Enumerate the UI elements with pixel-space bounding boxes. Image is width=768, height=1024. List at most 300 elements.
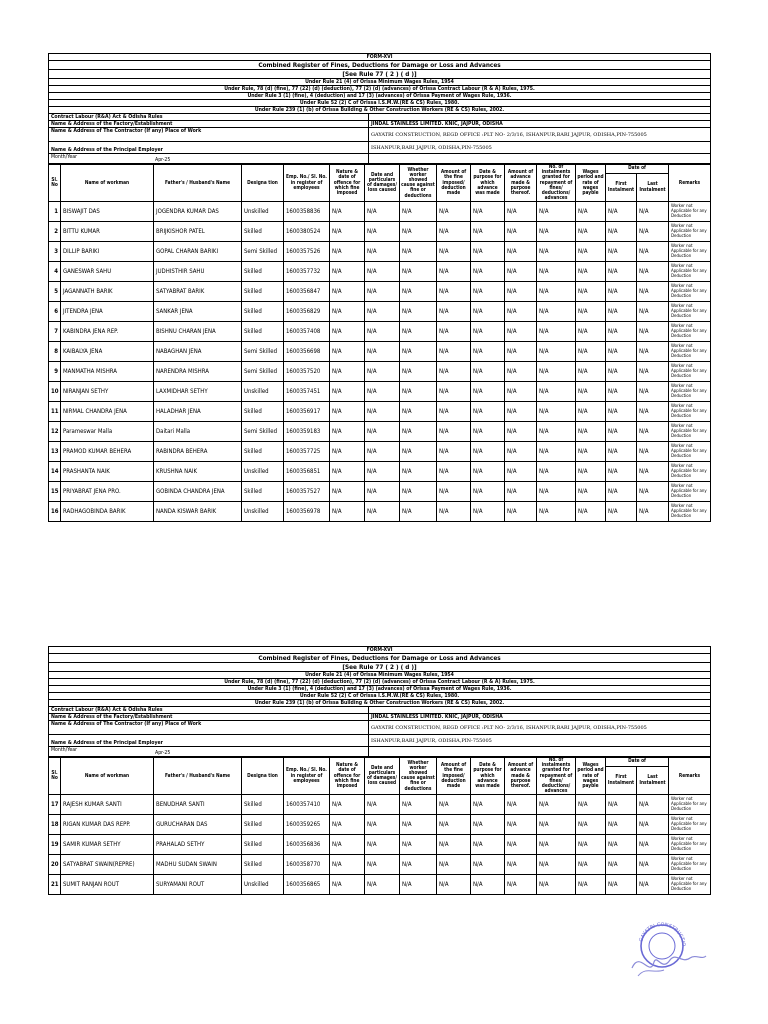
col-amount-fine: Amount of the fine imposed/ deduction made	[437, 165, 471, 202]
cell-designation: Skilled	[242, 222, 284, 242]
cell-name: DILLIP BARIKI	[61, 242, 154, 262]
cell-nature: N/A	[330, 222, 365, 242]
cell-particulars: N/A	[365, 462, 400, 482]
table-row	[49, 482, 711, 502]
rule-line: Under Rule 52 (2) C of Orissa I.S.M.W.(RE & CS) Rules, 1980.	[49, 693, 711, 700]
cell-sl: 11	[49, 402, 61, 422]
cell-first-installment: N/A	[606, 462, 637, 482]
cell-amount-fine: N/A	[437, 795, 471, 815]
cell-amount-fine: N/A	[437, 835, 471, 855]
cell-last-installment: N/A	[637, 795, 669, 815]
cell-father: GOBINDA CHANDRA JENA	[154, 482, 242, 502]
cell-wages-period: N/A	[576, 402, 606, 422]
cell-emp-no: 1600357451	[284, 382, 330, 402]
cell-date-advance: N/A	[471, 222, 505, 242]
cell-wages-period: N/A	[576, 302, 606, 322]
cell-designation: Skilled	[242, 442, 284, 462]
cell-date-advance: N/A	[471, 302, 505, 322]
cell-installments: N/A	[537, 815, 576, 835]
cell-last-installment: N/A	[637, 282, 669, 302]
cell-name: JAGANNATH BARIK	[61, 282, 154, 302]
cell-designation: Skilled	[242, 795, 284, 815]
cell-date-advance: N/A	[471, 402, 505, 422]
cell-father: NANDA KISWAR BARIK	[154, 502, 242, 522]
cell-date-advance: N/A	[471, 422, 505, 442]
cell-sl: 8	[49, 342, 61, 362]
cell-sl: 3	[49, 242, 61, 262]
cell-name: KABINDRA JENA REP.	[61, 322, 154, 342]
rule-line: Under Rule 3 (1) (fine), 4 (deduction) and 17 (3) (advances) of Orissa Payment of Wages Rule, 1936.	[49, 686, 711, 693]
cell-designation: Skilled	[242, 282, 284, 302]
cell-sl: 14	[49, 462, 61, 482]
rule-reference: [See Rule 77 ( 2 ) ( d )]	[49, 70, 711, 79]
cell-nature: N/A	[330, 202, 365, 222]
col-showed-cause: Whether worker showed cause against fine or deductions	[400, 165, 437, 202]
cell-nature: N/A	[330, 855, 365, 875]
contractor-label: Name & Address of The Contractor (If any) Place of Work	[49, 128, 369, 142]
cell-father: JUDHISTHIR SAHU	[154, 262, 242, 282]
cell-designation: Unskilled	[242, 382, 284, 402]
cell-first-installment: N/A	[606, 875, 637, 895]
cell-name: SAMIR KUMAR SETHY	[61, 835, 154, 855]
cell-first-installment: N/A	[606, 402, 637, 422]
table-row	[49, 242, 711, 262]
cell-particulars: N/A	[365, 502, 400, 522]
cell-wages-period: N/A	[576, 422, 606, 442]
col-first-installment: First Instalment	[606, 173, 637, 202]
cell-father: Daitari Malla	[154, 422, 242, 442]
col-date-of: Date of	[606, 165, 669, 174]
cell-nature: N/A	[330, 462, 365, 482]
col-emp-no: Emp. No./ Sl. No. in register of employees	[284, 165, 330, 202]
cell-emp-no: 1600356865	[284, 875, 330, 895]
cell-father: BRIJKISHOR PATEL	[154, 222, 242, 242]
cell-last-installment: N/A	[637, 342, 669, 362]
cell-nature: N/A	[330, 282, 365, 302]
cell-nature: N/A	[330, 482, 365, 502]
col-wages-period: Wages period and rate of wages payble	[576, 758, 606, 795]
col-father: Father's / Husband's Name	[154, 165, 242, 202]
place-value: ISHANPUR,BARI JAJPUR, ODISHA,PIN-755005	[369, 142, 711, 154]
cell-amount-advance: N/A	[505, 442, 537, 462]
cell-remarks: Worker not Applicable for any Deduction	[669, 402, 711, 422]
cell-amount-advance: N/A	[505, 482, 537, 502]
cell-last-installment: N/A	[637, 402, 669, 422]
cell-amount-advance: N/A	[505, 362, 537, 382]
cell-designation: Skilled	[242, 835, 284, 855]
col-first-installment: First Instalment	[606, 766, 637, 795]
cell-last-installment: N/A	[637, 422, 669, 442]
cell-amount-advance: N/A	[505, 815, 537, 835]
cell-wages-period: N/A	[576, 482, 606, 502]
cell-date-advance: N/A	[471, 462, 505, 482]
cell-father: SURYAMANI ROUT	[154, 875, 242, 895]
table-row	[49, 222, 711, 242]
cell-particulars: N/A	[365, 342, 400, 362]
cell-amount-advance: N/A	[505, 382, 537, 402]
cell-particulars: N/A	[365, 362, 400, 382]
cell-name: Parameswar Malla	[61, 422, 154, 442]
cell-date-advance: N/A	[471, 442, 505, 462]
cell-installments: N/A	[537, 855, 576, 875]
cell-last-installment: N/A	[637, 875, 669, 895]
cell-installments: N/A	[537, 442, 576, 462]
cell-first-installment: N/A	[606, 382, 637, 402]
cell-installments: N/A	[537, 502, 576, 522]
table-row	[49, 262, 711, 282]
month-label: Month/Year	[51, 747, 78, 753]
cell-amount-fine: N/A	[437, 402, 471, 422]
cell-showed-cause: N/A	[400, 875, 437, 895]
col-amount-advance: Amount of advance made & purpose thereof.	[505, 758, 537, 795]
cell-name: GANESWAR SAHU	[61, 262, 154, 282]
col-last-installment: Last Instalment	[637, 173, 669, 202]
cell-emp-no: 1600358770	[284, 855, 330, 875]
col-amount-advance: Amount of advance made & purpose thereof.	[505, 165, 537, 202]
cell-emp-no: 1600357526	[284, 242, 330, 262]
cell-name: NIRANJAN SETHY	[61, 382, 154, 402]
cell-first-installment: N/A	[606, 422, 637, 442]
cell-name: NIRMAL CHANDRA JENA	[61, 402, 154, 422]
form-number: FORM-XVI	[49, 54, 711, 61]
cell-wages-period: N/A	[576, 502, 606, 522]
cell-installments: N/A	[537, 462, 576, 482]
cell-wages-period: N/A	[576, 795, 606, 815]
cell-date-advance: N/A	[471, 835, 505, 855]
cell-father: KRUSHNA NAIK	[154, 462, 242, 482]
cell-remarks: Worker not Applicable for any Deduction	[669, 875, 711, 895]
cell-wages-period: N/A	[576, 462, 606, 482]
cell-date-advance: N/A	[471, 855, 505, 875]
cell-wages-period: N/A	[576, 322, 606, 342]
table-row	[49, 302, 711, 322]
cell-first-installment: N/A	[606, 202, 637, 222]
cell-amount-advance: N/A	[505, 242, 537, 262]
col-date-advance: Date & purpose for which advance was made	[471, 165, 505, 202]
cell-wages-period: N/A	[576, 875, 606, 895]
factory-label: Name & Address of the Factory/Establishment	[49, 121, 369, 128]
cell-installments: N/A	[537, 382, 576, 402]
cell-father: GURUCHARAN DAS	[154, 815, 242, 835]
cell-first-installment: N/A	[606, 342, 637, 362]
table-row	[49, 422, 711, 442]
cell-designation: Unskilled	[242, 462, 284, 482]
cell-remarks: Worker not Applicable for any Deduction	[669, 202, 711, 222]
col-sl: Sl. No	[49, 758, 61, 795]
cell-amount-advance: N/A	[505, 402, 537, 422]
cell-date-advance: N/A	[471, 342, 505, 362]
cell-father: NABAGHAN JENA	[154, 342, 242, 362]
cell-father: BENUDHAR SANTI	[154, 795, 242, 815]
table-row	[49, 795, 711, 815]
col-name: Name of workman	[61, 758, 154, 795]
cell-emp-no: 1600356698	[284, 342, 330, 362]
cell-showed-cause: N/A	[400, 322, 437, 342]
cell-date-advance: N/A	[471, 815, 505, 835]
cell-sl: 16	[49, 502, 61, 522]
table-row	[49, 502, 711, 522]
cell-sl: 4	[49, 262, 61, 282]
form-title: Combined Register of Fines, Deductions for Damage or Loss and Advances	[49, 654, 711, 663]
cell-remarks: Worker not Applicable for any Deduction	[669, 342, 711, 362]
company-seal-and-signature-icon	[624, 920, 708, 982]
cell-showed-cause: N/A	[400, 815, 437, 835]
table-row	[49, 855, 711, 875]
cell-father: NARENDRA MISHRA	[154, 362, 242, 382]
cell-showed-cause: N/A	[400, 482, 437, 502]
cell-remarks: Worker not Applicable for any Deduction	[669, 422, 711, 442]
cell-nature: N/A	[330, 502, 365, 522]
col-remarks: Remarks	[669, 758, 711, 795]
cell-showed-cause: N/A	[400, 382, 437, 402]
cell-father: SANKAR JENA	[154, 302, 242, 322]
cell-amount-fine: N/A	[437, 282, 471, 302]
cell-installments: N/A	[537, 795, 576, 815]
cell-first-installment: N/A	[606, 302, 637, 322]
cell-designation: Skilled	[242, 482, 284, 502]
cell-first-installment: N/A	[606, 222, 637, 242]
cell-last-installment: N/A	[637, 502, 669, 522]
cell-first-installment: N/A	[606, 442, 637, 462]
cell-date-advance: N/A	[471, 202, 505, 222]
cell-nature: N/A	[330, 262, 365, 282]
cell-designation: Unskilled	[242, 875, 284, 895]
factory-value: JINDAL STAINLESS LIMITED. KNIC, JAJPUR, ODISHA	[369, 714, 711, 721]
cell-installments: N/A	[537, 402, 576, 422]
cell-date-advance: N/A	[471, 242, 505, 262]
table-row	[49, 835, 711, 855]
cell-first-installment: N/A	[606, 322, 637, 342]
cell-amount-advance: N/A	[505, 875, 537, 895]
cell-sl: 20	[49, 855, 61, 875]
form-header	[48, 646, 711, 757]
cell-remarks: Worker not Applicable for any Deduction	[669, 282, 711, 302]
cell-wages-period: N/A	[576, 855, 606, 875]
cell-amount-advance: N/A	[505, 795, 537, 815]
register-table	[48, 164, 711, 522]
cell-amount-fine: N/A	[437, 462, 471, 482]
cell-father: PRAHALAD SETHY	[154, 835, 242, 855]
cell-last-installment: N/A	[637, 222, 669, 242]
cell-particulars: N/A	[365, 202, 400, 222]
cell-particulars: N/A	[365, 855, 400, 875]
table-row	[49, 282, 711, 302]
col-designation: Designa tion	[242, 165, 284, 202]
cell-name: RIGAN KUMAR DAS REPP.	[61, 815, 154, 835]
table-row	[49, 402, 711, 422]
table-row	[49, 362, 711, 382]
employer-label: Name & Address of the Principal Employer	[49, 735, 369, 747]
cell-remarks: Worker not Applicable for any Deduction	[669, 442, 711, 462]
cell-emp-no: 1600358836	[284, 202, 330, 222]
cell-first-installment: N/A	[606, 502, 637, 522]
col-sl: Sl. No	[49, 165, 61, 202]
rule-line: Under Rule, 78 (d) (fine), 77 (22) (d) (deduction), 77 (2) (d) (advances) of Orissa Contract Labour (R & A) Rules, 1975.	[49, 86, 711, 93]
form-title: Combined Register of Fines, Deductions for Damage or Loss and Advances	[49, 61, 711, 70]
cell-amount-fine: N/A	[437, 855, 471, 875]
cell-sl: 13	[49, 442, 61, 462]
cell-wages-period: N/A	[576, 442, 606, 462]
col-particulars: Date and particulars of damages/ loss caused	[365, 758, 400, 795]
seal-text: GAYATRI CONSTRUCTIO	[638, 921, 687, 947]
cell-last-installment: N/A	[637, 382, 669, 402]
cell-sl: 21	[49, 875, 61, 895]
cell-amount-fine: N/A	[437, 875, 471, 895]
cell-wages-period: N/A	[576, 835, 606, 855]
cell-remarks: Worker not Applicable for any Deduction	[669, 242, 711, 262]
col-emp-no: Emp. No./ Sl. No. in register of employees	[284, 758, 330, 795]
cell-amount-advance: N/A	[505, 422, 537, 442]
cell-particulars: N/A	[365, 382, 400, 402]
cell-installments: N/A	[537, 262, 576, 282]
cell-showed-cause: N/A	[400, 262, 437, 282]
cell-emp-no: 1600356917	[284, 402, 330, 422]
act-label: Contract Labour (R&A) Act & Odisha Rules	[49, 114, 369, 121]
cell-sl: 2	[49, 222, 61, 242]
cell-last-installment: N/A	[637, 322, 669, 342]
cell-emp-no: 1600357725	[284, 442, 330, 462]
cell-emp-no: 1600356836	[284, 835, 330, 855]
cell-amount-fine: N/A	[437, 502, 471, 522]
cell-date-advance: N/A	[471, 262, 505, 282]
col-designation: Designa tion	[242, 758, 284, 795]
cell-name: SUMIT RANJAN ROUT	[61, 875, 154, 895]
cell-particulars: N/A	[365, 795, 400, 815]
cell-showed-cause: N/A	[400, 442, 437, 462]
cell-amount-fine: N/A	[437, 222, 471, 242]
cell-amount-advance: N/A	[505, 262, 537, 282]
cell-name: RAJESH KUMAR SANTI	[61, 795, 154, 815]
col-father: Father's / Husband's Name	[154, 758, 242, 795]
cell-date-advance: N/A	[471, 282, 505, 302]
cell-last-installment: N/A	[637, 202, 669, 222]
cell-installments: N/A	[537, 835, 576, 855]
cell-sl: 12	[49, 422, 61, 442]
cell-nature: N/A	[330, 242, 365, 262]
cell-amount-advance: N/A	[505, 855, 537, 875]
col-installments: No. of instalments granted for repayment of fines/ deductions/ advances	[537, 758, 576, 795]
cell-date-advance: N/A	[471, 795, 505, 815]
register-table	[48, 757, 711, 895]
rule-line: Under Rule 21 (4) of Orissa Minimum Wages Rules, 1954	[49, 79, 711, 86]
cell-showed-cause: N/A	[400, 502, 437, 522]
col-amount-fine: Amount of the fine imposed/ deduction made	[437, 758, 471, 795]
cell-designation: Skilled	[242, 262, 284, 282]
cell-showed-cause: N/A	[400, 422, 437, 442]
cell-nature: N/A	[330, 322, 365, 342]
col-last-installment: Last Instalment	[637, 766, 669, 795]
cell-remarks: Worker not Applicable for any Deduction	[669, 795, 711, 815]
cell-amount-fine: N/A	[437, 422, 471, 442]
cell-name: JITENDRA JENA	[61, 302, 154, 322]
cell-sl: 18	[49, 815, 61, 835]
cell-emp-no: 1600359183	[284, 422, 330, 442]
cell-remarks: Worker not Applicable for any Deduction	[669, 322, 711, 342]
cell-wages-period: N/A	[576, 282, 606, 302]
cell-showed-cause: N/A	[400, 282, 437, 302]
cell-last-installment: N/A	[637, 835, 669, 855]
col-installments: No. of instalments granted for repayment of fines/ deductions/ advances	[537, 165, 576, 202]
cell-emp-no: 1600357527	[284, 482, 330, 502]
rule-line: Under Rule, 78 (d) (fine), 77 (22) (d) (deduction), 77 (2) (d) (advances) of Orissa Contract Labour (R & A) Rules, 1975.	[49, 679, 711, 686]
cell-particulars: N/A	[365, 402, 400, 422]
cell-wages-period: N/A	[576, 262, 606, 282]
table-row	[49, 382, 711, 402]
cell-installments: N/A	[537, 302, 576, 322]
cell-particulars: N/A	[365, 815, 400, 835]
col-nature: Nature & date of offence for which fine imposed	[330, 165, 365, 202]
cell-designation: Skilled	[242, 402, 284, 422]
month-value: Apr-25	[155, 157, 171, 163]
cell-nature: N/A	[330, 795, 365, 815]
cell-particulars: N/A	[365, 242, 400, 262]
cell-first-installment: N/A	[606, 795, 637, 815]
cell-date-advance: N/A	[471, 482, 505, 502]
cell-amount-advance: N/A	[505, 502, 537, 522]
cell-designation: Skilled	[242, 322, 284, 342]
cell-date-advance: N/A	[471, 322, 505, 342]
cell-particulars: N/A	[365, 835, 400, 855]
cell-last-installment: N/A	[637, 442, 669, 462]
cell-remarks: Worker not Applicable for any Deduction	[669, 302, 711, 322]
cell-particulars: N/A	[365, 422, 400, 442]
col-showed-cause: Whether worker showed cause against fine or deductions	[400, 758, 437, 795]
svg-text:GAYATRI CONSTRUCTION	[624, 920, 686, 947]
cell-sl: 7	[49, 322, 61, 342]
cell-wages-period: N/A	[576, 222, 606, 242]
cell-remarks: Worker not Applicable for any Deduction	[669, 222, 711, 242]
cell-remarks: Worker not Applicable for any Deduction	[669, 382, 711, 402]
cell-father: MADHU SUDAN SWAIN	[154, 855, 242, 875]
cell-wages-period: N/A	[576, 362, 606, 382]
cell-emp-no: 1600356829	[284, 302, 330, 322]
cell-amount-advance: N/A	[505, 222, 537, 242]
cell-date-advance: N/A	[471, 875, 505, 895]
cell-showed-cause: N/A	[400, 222, 437, 242]
cell-father: SATYABRAT BARIK	[154, 282, 242, 302]
cell-showed-cause: N/A	[400, 402, 437, 422]
month-value: Apr-25	[155, 750, 171, 756]
contractor-value: GAYATRI CONSTRUCTION, REGD OFFICE :PLT NO- 2/3/16, ISHANPUR,BARI JAJPUR, ODISHA,PIN-755005	[369, 721, 711, 735]
cell-amount-advance: N/A	[505, 202, 537, 222]
cell-nature: N/A	[330, 342, 365, 362]
cell-amount-fine: N/A	[437, 362, 471, 382]
cell-emp-no: 1600356847	[284, 282, 330, 302]
contractor-label: Name & Address of The Contractor (If any) Place of Work	[49, 721, 369, 735]
cell-showed-cause: N/A	[400, 835, 437, 855]
cell-installments: N/A	[537, 322, 576, 342]
cell-particulars: N/A	[365, 262, 400, 282]
cell-wages-period: N/A	[576, 242, 606, 262]
cell-amount-fine: N/A	[437, 262, 471, 282]
cell-first-installment: N/A	[606, 242, 637, 262]
cell-sl: 17	[49, 795, 61, 815]
cell-designation: Skilled	[242, 815, 284, 835]
cell-last-installment: N/A	[637, 855, 669, 875]
cell-remarks: Worker not Applicable for any Deduction	[669, 262, 711, 282]
cell-showed-cause: N/A	[400, 242, 437, 262]
cell-first-installment: N/A	[606, 362, 637, 382]
cell-designation: Semi Skilled	[242, 362, 284, 382]
cell-father: HALADHAR JENA	[154, 402, 242, 422]
cell-father: BISHNU CHARAN JENA	[154, 322, 242, 342]
cell-remarks: Worker not Applicable for any Deduction	[669, 815, 711, 835]
cell-emp-no: 1600357732	[284, 262, 330, 282]
cell-amount-fine: N/A	[437, 322, 471, 342]
cell-sl: 15	[49, 482, 61, 502]
cell-amount-fine: N/A	[437, 202, 471, 222]
cell-wages-period: N/A	[576, 815, 606, 835]
